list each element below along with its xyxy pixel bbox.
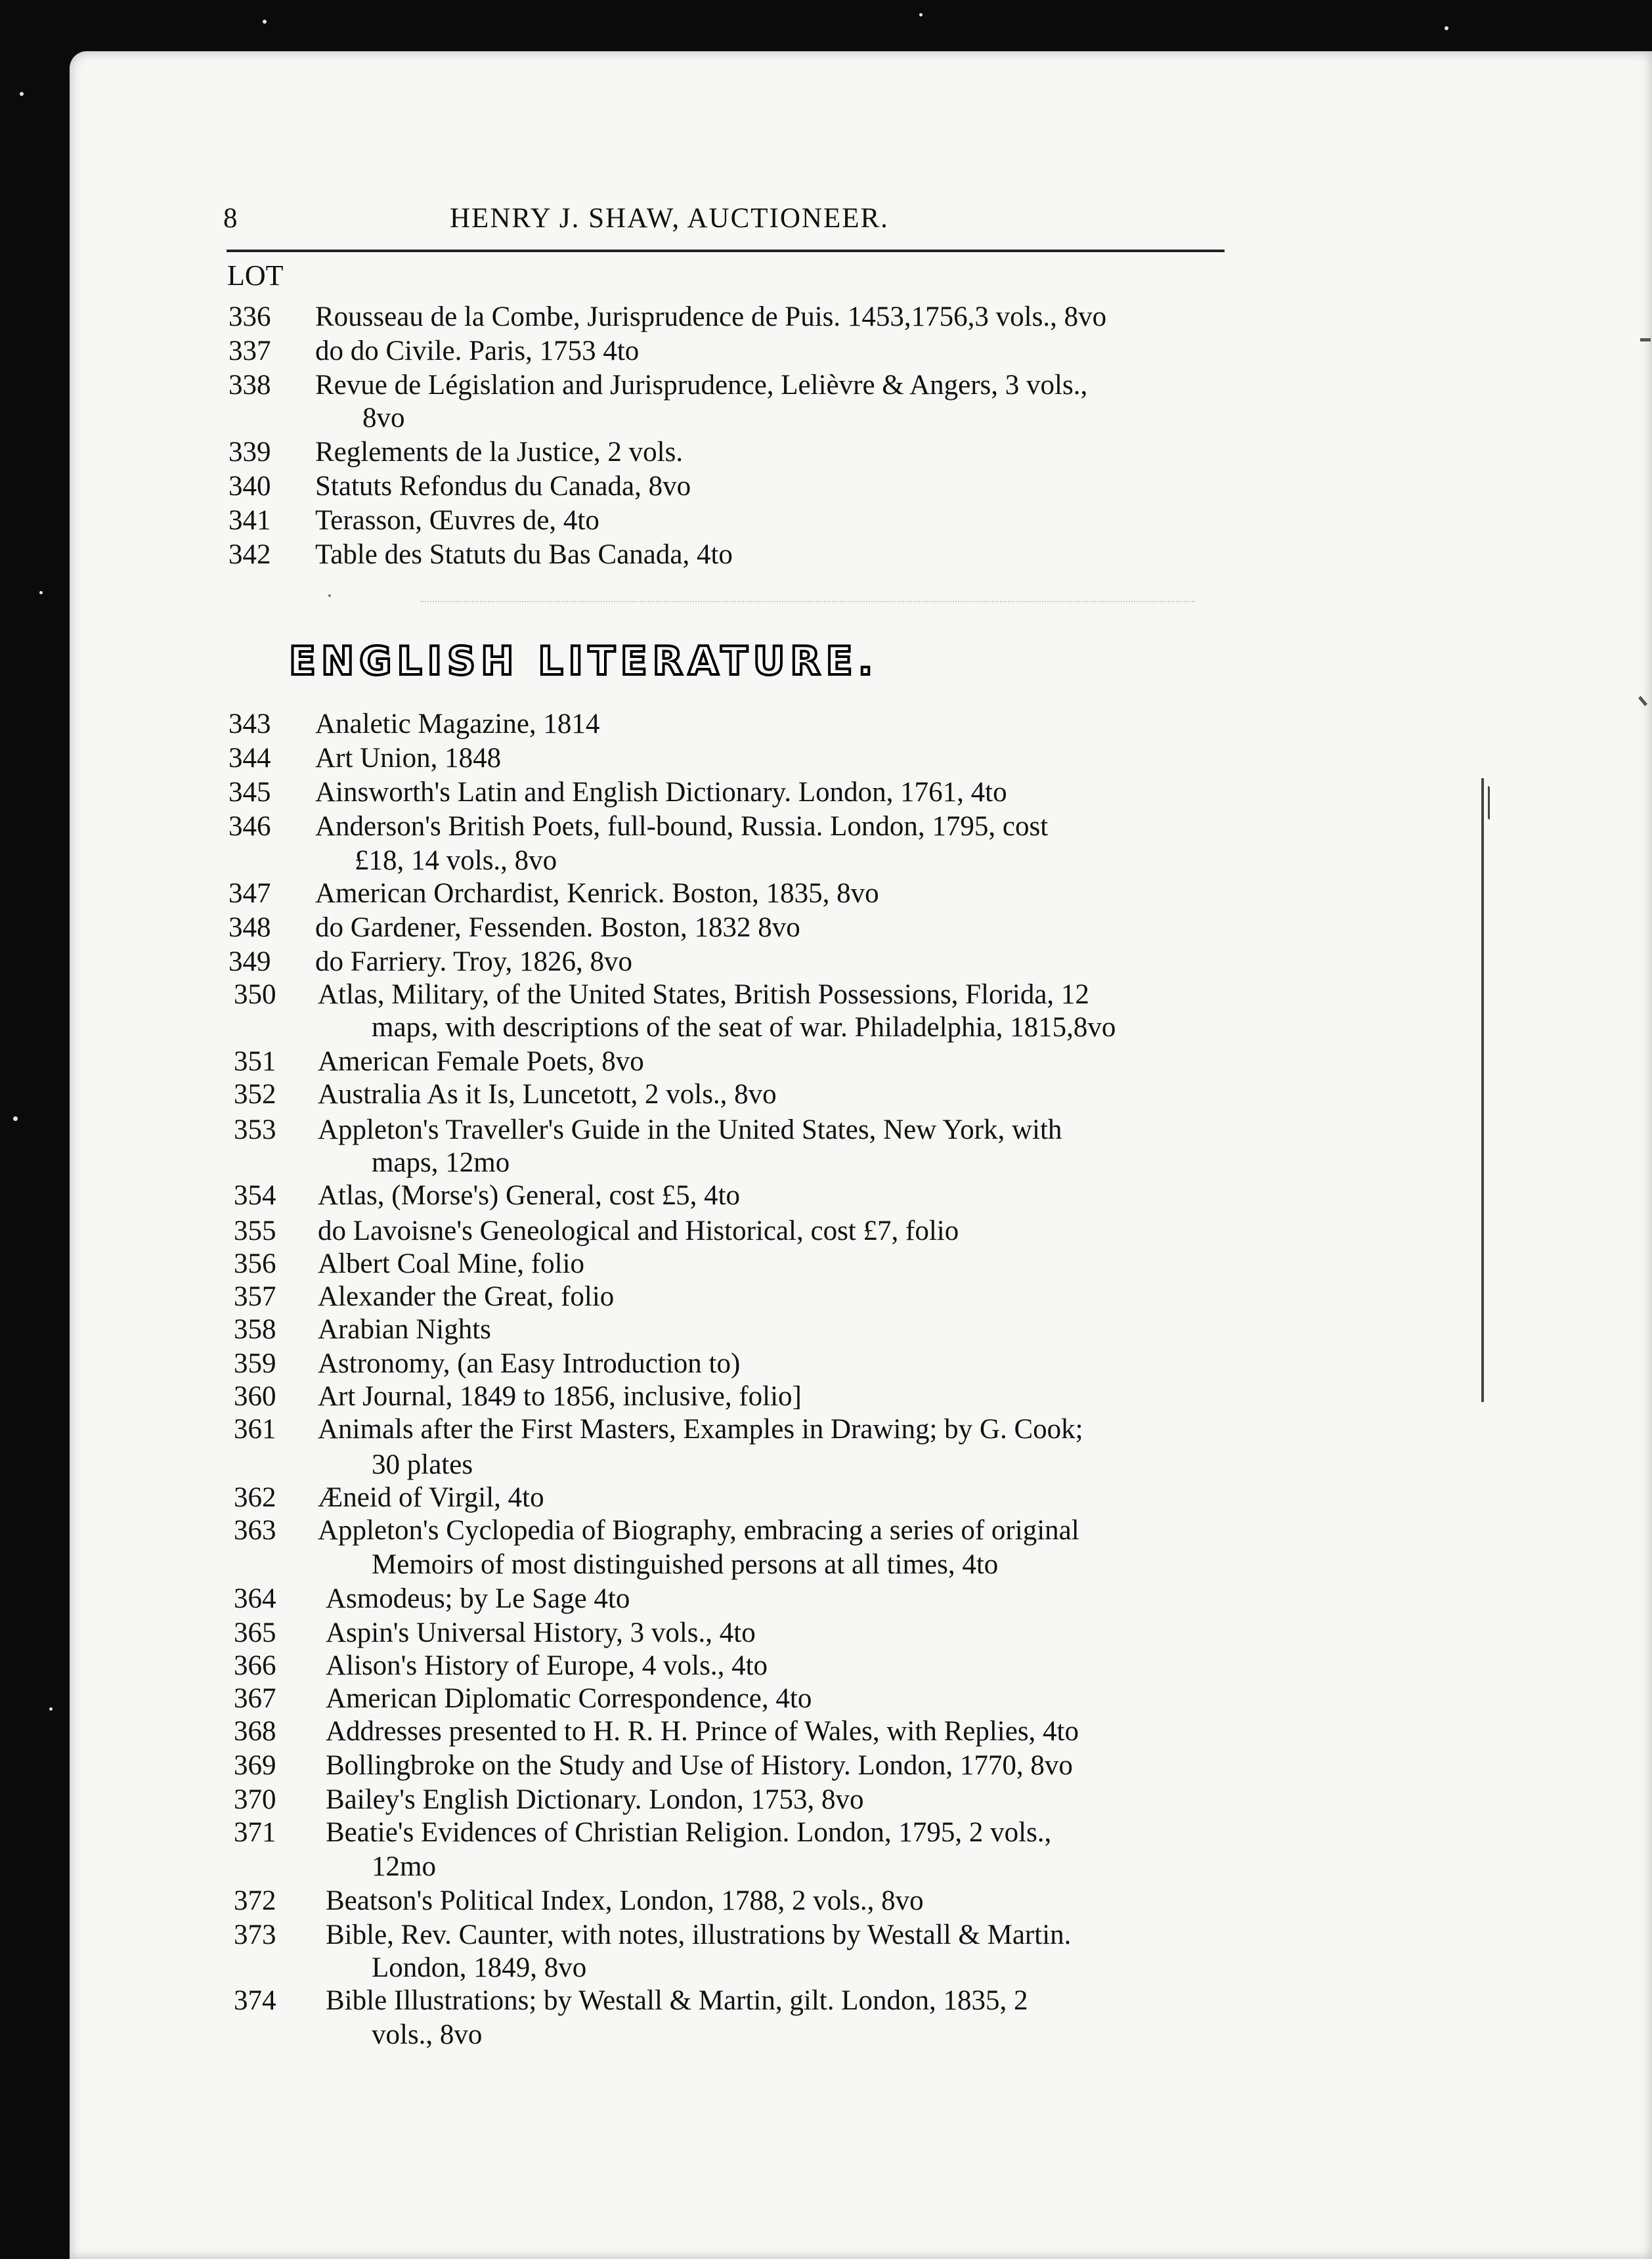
lot-number: 373 bbox=[234, 1919, 276, 1950]
lot-description: Bailey's English Dictionary. London, 1753, 8vo bbox=[326, 1784, 864, 1815]
lot-description: Memoirs of most distinguished persons at all times, 4to bbox=[372, 1549, 999, 1580]
divider-dot bbox=[328, 594, 331, 597]
lot-description: Æneid of Virgil, 4to bbox=[318, 1482, 544, 1513]
specks bbox=[919, 13, 923, 16]
lot-description: Beatson's Political Index, London, 1788, 2 vols., 8vo bbox=[326, 1885, 924, 1916]
lot-description: Appleton's Traveller's Guide in the United States, New York, with bbox=[318, 1114, 1062, 1145]
running-header bbox=[223, 202, 1228, 242]
faint-divider bbox=[420, 601, 1195, 602]
lot-description: Anderson's British Poets, full-bound, Russia. London, 1795, cost bbox=[315, 811, 1049, 842]
lot-number: 353 bbox=[234, 1114, 276, 1145]
lot-description: Revue de Législation and Jurisprudence, Lelièvre & Angers, 3 vols., bbox=[315, 370, 1088, 401]
lot-description: maps, with descriptions of the seat of war. Philadelphia, 1815,8vo bbox=[372, 1012, 1116, 1043]
binding-clip bbox=[1477, 778, 1489, 1402]
lot-number: 371 bbox=[234, 1817, 276, 1848]
lot-description: Statuts Refondus du Canada, 8vo bbox=[315, 471, 691, 502]
lot-number: 355 bbox=[234, 1216, 276, 1246]
lot-number: 356 bbox=[234, 1248, 276, 1279]
lot-description: vols., 8vo bbox=[372, 2019, 483, 2050]
lot-number: 336 bbox=[228, 301, 271, 332]
lot-description: Table des Statuts du Bas Canada, 4to bbox=[315, 539, 733, 570]
lot-description: Alison's History of Europe, 4 vols., 4to bbox=[326, 1650, 768, 1681]
page-number: 8 bbox=[223, 203, 238, 234]
lot-number: 351 bbox=[234, 1046, 276, 1077]
lot-description: Appleton's Cyclopedia of Biography, embracing a series of original bbox=[318, 1515, 1079, 1546]
lot-number: 346 bbox=[228, 811, 271, 842]
lot-number: 367 bbox=[234, 1683, 276, 1714]
lot-number: 369 bbox=[234, 1750, 276, 1781]
lot-description: Atlas, (Morse's) General, cost £5, 4to bbox=[318, 1180, 741, 1211]
lot-number: 363 bbox=[234, 1515, 276, 1546]
lot-description: American Female Poets, 8vo bbox=[318, 1046, 644, 1077]
lot-number: 352 bbox=[234, 1079, 276, 1110]
lot-number: 349 bbox=[228, 946, 271, 977]
lot-description: Animals after the First Masters, Examples in Drawing; by G. Cook; bbox=[318, 1414, 1083, 1445]
lot-description: Terasson, Œuvres de, 4to bbox=[315, 505, 599, 536]
lot-description: Aspin's Universal History, 3 vols., 4to bbox=[326, 1617, 756, 1648]
lot-description: maps, 12mo bbox=[372, 1147, 510, 1178]
lot-number: 340 bbox=[228, 471, 271, 502]
lot-description: do Farriery. Troy, 1826, 8vo bbox=[315, 946, 632, 977]
lot-number: 345 bbox=[228, 777, 271, 808]
lot-number: 370 bbox=[234, 1784, 276, 1815]
lot-number: 365 bbox=[234, 1617, 276, 1648]
lot-description: Albert Coal Mine, folio bbox=[318, 1248, 585, 1279]
lot-description: Arabian Nights bbox=[318, 1314, 491, 1345]
specks bbox=[49, 1707, 53, 1711]
lot-number: 338 bbox=[228, 370, 271, 401]
lot-number: 350 bbox=[234, 979, 276, 1010]
lot-description: Asmodeus; by Le Sage 4to bbox=[326, 1583, 630, 1614]
lot-description: do do Civile. Paris, 1753 4to bbox=[315, 336, 640, 366]
lot-description: American Orchardist, Kenrick. Boston, 1835, 8vo bbox=[315, 878, 879, 909]
lot-number: 360 bbox=[234, 1381, 276, 1412]
lot-number: 359 bbox=[234, 1348, 276, 1379]
specks bbox=[263, 20, 267, 24]
lot-description: London, 1849, 8vo bbox=[372, 1952, 587, 1983]
lot-description: 30 plates bbox=[372, 1449, 473, 1480]
lot-description: Bible Illustrations; by Westall & Martin, gilt. London, 1835, 2 bbox=[326, 1985, 1028, 2016]
lot-column-label: LOT bbox=[227, 259, 284, 292]
lot-number: 347 bbox=[228, 878, 271, 909]
page-title: HENRY J. SHAW, AUCTIONEER. bbox=[450, 203, 889, 234]
lot-number: 348 bbox=[228, 912, 271, 943]
lot-number: 374 bbox=[234, 1985, 276, 2016]
lot-number: 366 bbox=[234, 1650, 276, 1681]
lot-description: Atlas, Military, of the United States, British Possessions, Florida, 12 bbox=[318, 979, 1089, 1010]
lot-description: Bible, Rev. Caunter, with notes, illustrations by Westall & Martin. bbox=[326, 1919, 1072, 1950]
lot-description: Art Union, 1848 bbox=[315, 743, 502, 774]
lot-description: Ainsworth's Latin and English Dictionary. London, 1761, 4to bbox=[315, 777, 1007, 808]
lot-description: Bollingbroke on the Study and Use of History. London, 1770, 8vo bbox=[326, 1750, 1073, 1781]
edge-mark bbox=[1640, 338, 1651, 341]
lot-description: £18, 14 vols., 8vo bbox=[355, 845, 557, 876]
lot-number: 362 bbox=[234, 1482, 276, 1513]
lot-description: 12mo bbox=[372, 1851, 436, 1882]
section-heading: ENGLISH LITERATURE. bbox=[289, 638, 879, 684]
lot-number: 339 bbox=[228, 437, 271, 468]
lot-number: 358 bbox=[234, 1314, 276, 1345]
lot-description: 8vo bbox=[362, 403, 405, 433]
lot-number: 368 bbox=[234, 1716, 276, 1747]
specks bbox=[20, 92, 24, 96]
lot-number: 361 bbox=[234, 1414, 276, 1445]
lot-description: Art Journal, 1849 to 1856, inclusive, folio] bbox=[318, 1381, 802, 1412]
lot-number: 344 bbox=[228, 743, 271, 774]
lot-description: Australia As it Is, Luncetott, 2 vols., 8vo bbox=[318, 1079, 777, 1110]
specks bbox=[1445, 26, 1448, 30]
lot-description: Beatie's Evidences of Christian Religion. London, 1795, 2 vols., bbox=[326, 1817, 1052, 1848]
lot-description: Addresses presented to H. R. H. Prince of Wales, with Replies, 4to bbox=[326, 1716, 1079, 1747]
lot-description: Rousseau de la Combe, Jurisprudence de Puis. 1453,1756,3 vols., 8vo bbox=[315, 301, 1107, 332]
lot-description: Alexander the Great, folio bbox=[318, 1281, 615, 1312]
lot-number: 372 bbox=[234, 1885, 276, 1916]
lot-number: 343 bbox=[228, 709, 271, 739]
lot-description: American Diplomatic Correspondence, 4to bbox=[326, 1683, 812, 1714]
specks bbox=[39, 591, 43, 594]
lot-number: 341 bbox=[228, 505, 271, 536]
lot-description: do Gardener, Fessenden. Boston, 1832 8vo bbox=[315, 912, 800, 943]
lot-description: Analetic Magazine, 1814 bbox=[315, 709, 600, 739]
lot-description: Astronomy, (an Easy Introduction to) bbox=[318, 1348, 741, 1379]
lot-description: do Lavoisne's Geneological and Historical, cost £7, folio bbox=[318, 1216, 959, 1246]
lot-number: 364 bbox=[234, 1583, 276, 1614]
lot-number: 354 bbox=[234, 1180, 276, 1211]
header-rule bbox=[227, 250, 1225, 252]
lot-number: 357 bbox=[234, 1281, 276, 1312]
lot-number: 337 bbox=[228, 336, 271, 366]
specks bbox=[13, 1116, 18, 1121]
lot-number: 342 bbox=[228, 539, 271, 570]
lot-description: Reglements de la Justice, 2 vols. bbox=[315, 437, 684, 468]
